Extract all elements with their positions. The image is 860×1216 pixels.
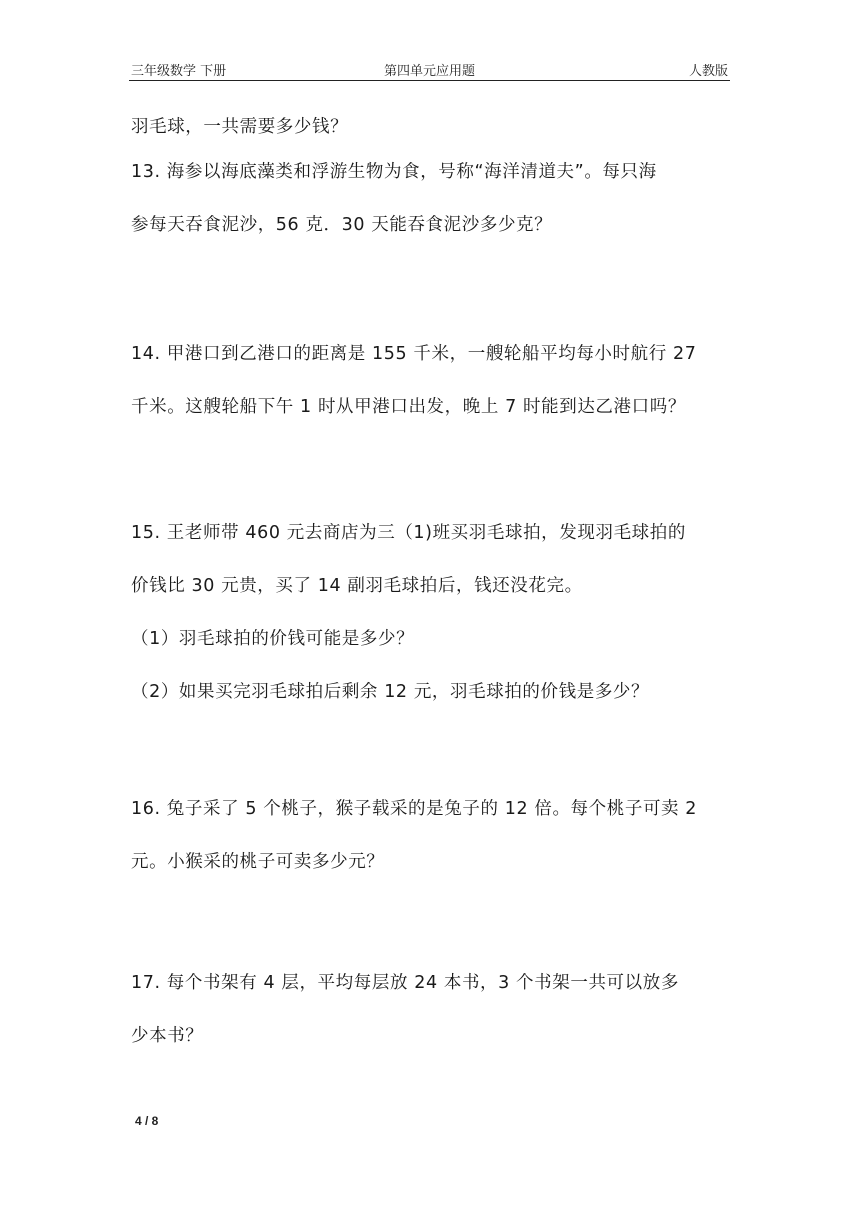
- header-unit-title: 第四单元应用题: [383, 64, 475, 79]
- page-number: 4 / 8: [135, 1114, 159, 1128]
- question-17: [131, 957, 731, 1063]
- page-header: [129, 58, 730, 80]
- header-publisher: 人教版: [688, 64, 728, 79]
- question-line: 16. 兔子采了 5 个桃子，猴子载采的是兔子的 12 倍。每个桃子可卖 2: [131, 799, 698, 819]
- question-13: [131, 146, 731, 252]
- question-line: 元。小猴采的桃子可卖多少元？: [131, 852, 385, 872]
- question-16: [131, 783, 731, 889]
- question-line: 14. 甲港口到乙港口的距离是 155 千米，一艘轮船平均每小时航行 27: [131, 344, 697, 364]
- question-line: 价钱比 30 元贵，买了 14 副羽毛球拍后，钱还没花完。: [131, 576, 583, 596]
- sub-question-1: （1）羽毛球拍的价钱可能是多少？: [131, 629, 415, 649]
- text-line: 羽毛球，一共需要多少钱？: [131, 117, 349, 137]
- question-line: 千米。这艘轮船下午 1 时从甲港口出发，晚上 7 时能到达乙港口吗？: [131, 397, 686, 417]
- question-line: 13. 海参以海底藻类和浮游生物为食，号称“海洋清道夫”。每只海: [131, 162, 657, 182]
- question-15: [131, 507, 731, 719]
- sub-question-2: （2）如果买完羽毛球拍后剩余 12 元，羽毛球拍的价钱是多少？: [131, 682, 650, 702]
- header-divider: [129, 80, 730, 81]
- question-line: 参每天吞食泥沙，56 克．30 天能吞食泥沙多少克？: [131, 215, 553, 235]
- header-grade-label: 三年级数学 下册: [131, 64, 227, 79]
- question-line: 17. 每个书架有 4 层，平均每层放 24 本书，3 个书架一共可以放多: [131, 973, 679, 993]
- question-14: [131, 328, 731, 434]
- question-line: 少本书？: [131, 1026, 204, 1046]
- question-line: 15. 王老师带 460 元去商店为三（1)班买羽毛球拍，发现羽毛球拍的: [131, 523, 686, 543]
